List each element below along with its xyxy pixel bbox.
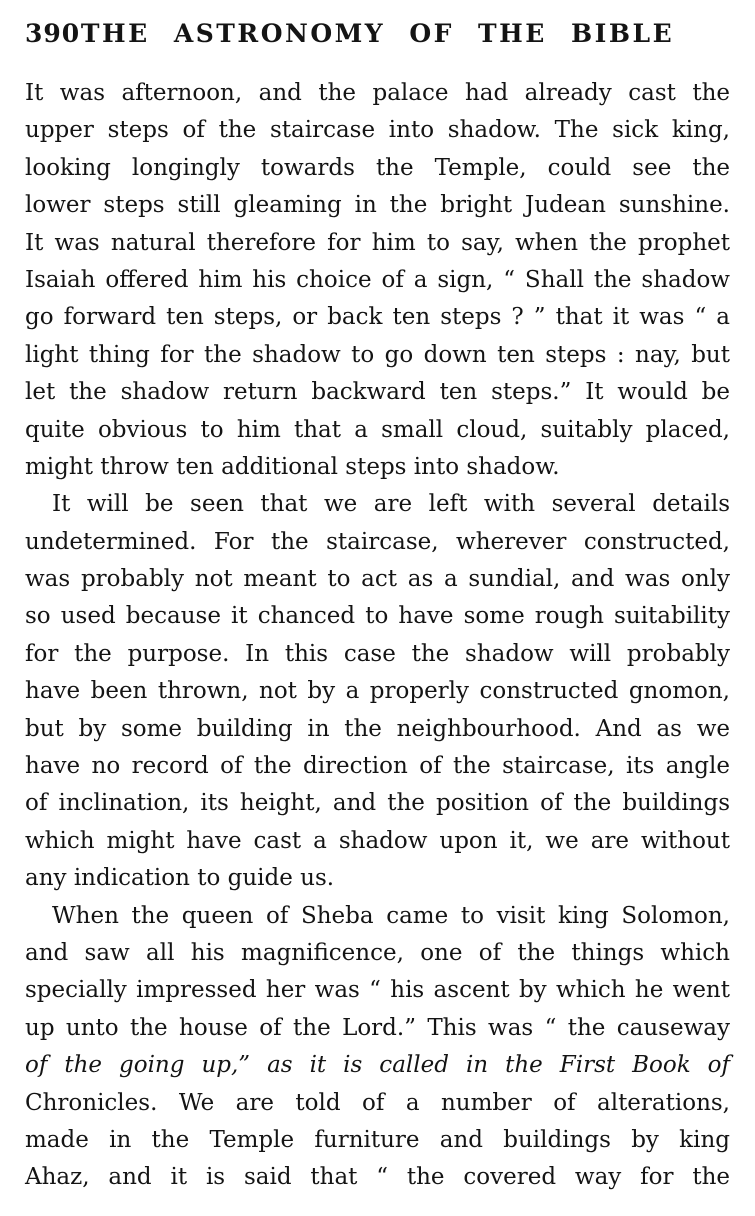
text-line: have no record of the direction of the staircase, its angle [25, 753, 730, 780]
text-line: light thing for the shadow to go down ten steps : nay, but [25, 341, 730, 368]
text-line: It was natural therefore for him to say, when the prophet [25, 229, 730, 256]
text-line: which might have cast a shadow upon it, we are without [25, 827, 730, 854]
text-line: undetermined. For the staircase, wherever constructed, [25, 528, 730, 555]
text-line: have been thrown, not by a properly constructed gnomon, [25, 678, 730, 705]
text-line: Isaiah offered him his choice of a sign, “ Shall the shadow [25, 266, 730, 293]
text-line: for the purpose. In this case the shadow will probably [25, 640, 730, 667]
text-line: let the shadow return backward ten steps.” It would be [25, 379, 730, 406]
text-line: It was afternoon, and the palace had already cast the [25, 80, 730, 106]
text-line: It will be seen that we are left with several details [52, 491, 730, 518]
text-line: looking longingly towards the Temple, could see the [25, 154, 730, 181]
text-line: go forward ten steps, or back ten steps ? ” that it was “ a [25, 304, 730, 331]
text-line: any indication to guide us. [25, 865, 335, 892]
text-line: quite obvious to him that a small cloud, suitably placed, [25, 416, 730, 443]
text-line: Chronicles. We are told of a number of alterations, [25, 1089, 730, 1116]
text-line: made in the Temple furniture and buildings by king [25, 1126, 730, 1153]
text-line: When the queen of Sheba came to visit king Solomon, [52, 902, 730, 929]
text-line: specially impressed her was “ his ascent by which he went [25, 977, 730, 1004]
text-line: might throw ten additional steps into shadow. [25, 453, 560, 480]
page-number: 390 [25, 19, 81, 48]
page-header [0, 19, 755, 53]
text-line: but by some building in the neighbourhood. And as we [25, 715, 730, 742]
text-line: so used because it chanced to have some rough suitability [25, 603, 730, 630]
text-line: up unto the house of the Lord.” This was “ the causeway [25, 1014, 730, 1041]
text-line: Ahaz, and it is said that “ the covered way for the [25, 1164, 730, 1191]
text-line: lower steps still gleaming in the bright Judean sunshine. [25, 192, 730, 219]
running-title: THE ASTRONOMY OF THE BIBLE [80, 19, 675, 48]
text-line: was probably not meant to act as a sundial, and was only [25, 566, 730, 593]
text-line: of the going up,” as it is called in the First Book of [25, 1052, 730, 1079]
text-line: upper steps of the staircase into shadow. The sick king, [25, 117, 730, 144]
text-line: and saw all his magnificence, one of the things which [25, 939, 730, 966]
page-body [0, 75, 755, 1197]
text-line: of inclination, its height, and the position of the buildings [25, 790, 730, 817]
